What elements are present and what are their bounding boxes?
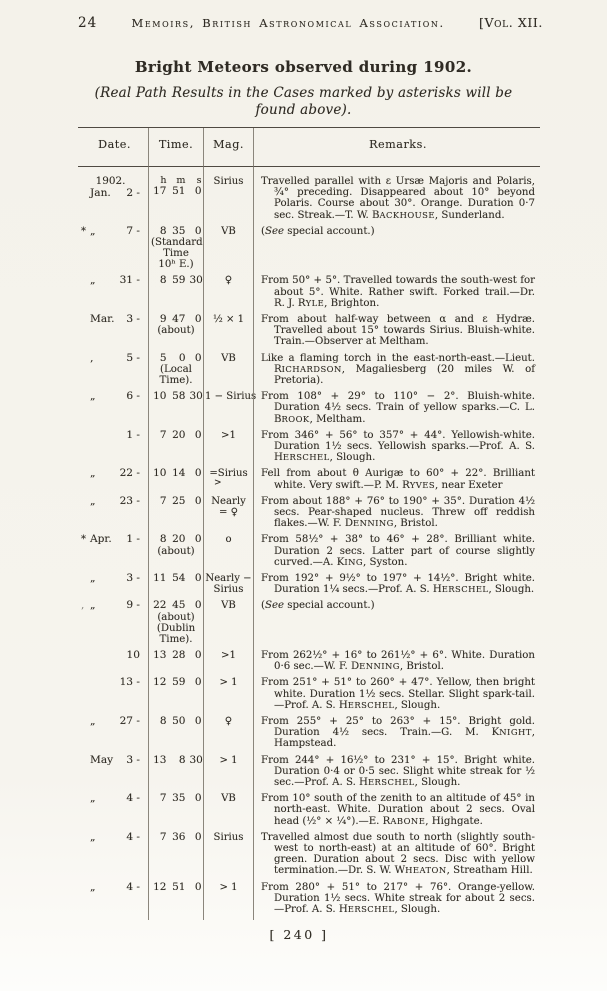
time-part: 12 [153,880,167,893]
remark-text: From 50° + 5°. Travelled towards the south-west for about 5°. White. Rather swift. Forked trail.—Dr. R. J. RYLE, Brighton. [261,275,535,309]
time-value [151,496,201,508]
mag-cell [203,314,253,353]
remarks-cell [253,832,540,882]
time-value [151,391,201,403]
date-cell [78,430,148,469]
time-note: 10ʰ E.) [158,259,194,271]
month-or-ditto: Jan. [90,186,111,199]
time-note: (about) [157,611,195,623]
remark-text: From 255° + 25° to 263° + 15°. Bright gold. Duration 4½ secs. Train.—G. M. KNIGHT, Hampstead. [261,715,535,750]
mag-cell [203,793,253,832]
asterisk-marker [81,650,90,662]
time-cell [148,391,203,430]
page-number: 24 [78,15,98,31]
date-cell [78,716,148,755]
time-value [151,275,201,287]
time-part: 28 [172,648,186,661]
mag-value: = ♀ [218,506,239,518]
date-cell [78,755,148,794]
time-value [151,716,201,728]
time-note: (about) [157,545,195,557]
asterisk-marker [81,716,90,728]
day-number: 4 - [126,830,140,843]
time-part: 10 [153,467,167,480]
mag-cell [203,882,253,921]
time-part: 8 [159,533,167,546]
time-part: 50 [172,714,186,727]
date-cell [78,275,148,314]
time-value [151,468,201,480]
date-line [81,496,148,508]
day-number: 5 - [126,351,140,364]
month-or-ditto: „ [90,274,96,287]
time-cell [148,600,203,650]
time-cell [148,677,203,716]
col-header-mag: Mag. [203,128,253,167]
mag-cell [203,275,253,314]
date-line [81,430,148,442]
col-header-time: Time. [148,128,203,167]
time-note: Time). [159,375,193,387]
time-part: 14 [172,467,186,480]
month-or-ditto [90,677,117,689]
time-cell [148,167,203,226]
time-part: 17 [153,185,167,197]
asterisk-marker: * [81,534,86,546]
running-head [78,15,543,31]
mag-cell [203,755,253,794]
time-unit: h [160,175,167,186]
date-line [81,573,148,585]
remark-text: Like a flaming torch in the east-north-east.—Lieut. RICHARDSON, Magaliesberg (20 miles W. of Pretoria). [261,352,535,386]
remarks-cell [253,755,540,794]
time-note: (Standard [151,237,203,249]
time-part: 7 [159,830,167,843]
month-or-ditto: „ [90,224,96,237]
mag-cell [203,391,257,430]
time-part: 0 [194,224,202,237]
mag-value: > 1 [219,677,238,689]
time-cell [148,496,203,535]
month-or-ditto: „ [90,792,96,805]
mag-value: VB [221,793,236,805]
time-value [151,534,201,546]
mag-value: =Sirius [209,468,248,480]
remarks-cell [253,650,540,677]
time-part: 0 [194,792,202,805]
time-part: 30 [189,390,203,403]
mag-cell [203,534,253,573]
time-note: (Dublin [156,622,196,634]
time-value [151,832,201,844]
remarks-cell [253,167,540,226]
mag-cell [203,650,253,677]
time-part: 0 [194,494,202,507]
time-cell [148,275,203,314]
time-cell [148,468,203,495]
page-title: Bright Meteors observed during 1902. [134,58,473,76]
time-part: 0 [194,533,202,546]
mag-cell [203,167,253,226]
remark-text: From 280° + 51° to 217° + 76°. Orange-yellow. Duration 1½ secs. White streak for about 2 secs.—Prof. A. S. HERSCHEL, Slough. [261,881,535,915]
time-part: 0 [194,185,202,197]
time-cell [148,314,203,353]
day-number: 3 - [126,753,140,766]
time-part: 13 [153,648,167,661]
remarks-cell [253,677,540,716]
time-value [151,882,201,894]
month-or-ditto: „ [90,390,96,403]
time-value [151,186,201,198]
year-label: 1902. [95,175,126,187]
month-or-ditto [90,650,117,662]
date-cell [78,353,148,392]
time-part: 0 [194,714,202,727]
remark-text: From about half-way between α and ε Hydræ. Travelled about 15° towards Sirius. Bluish-white. Train.—Observer at Meltham. [261,313,535,348]
remarks-cell [253,226,540,276]
time-note: (Local [160,364,192,376]
day-number: 23 - [119,494,140,507]
day-number: 10 [126,648,140,661]
date-cell [78,226,148,276]
time-part: 54 [172,571,186,584]
time-part: 35 [172,792,186,805]
mag-value: ♀ [224,275,233,287]
day-number: 2 - [126,186,140,199]
remarks-cell [253,468,540,495]
mag-cell [203,496,253,535]
time-part: 5 [159,351,167,364]
time-part: 10 [153,390,167,403]
month-or-ditto: May [90,753,114,766]
time-part: 20 [172,428,186,441]
date-cell [78,573,148,600]
time-part: 8 [159,714,167,727]
date-cell [78,468,148,495]
date-cell [78,391,148,430]
date-cell [78,882,148,921]
mag-cell [203,832,253,882]
time-part: 25 [172,494,186,507]
month-or-ditto: ‚ [90,351,94,364]
mag-value: > [214,478,222,489]
time-cell [148,573,203,600]
time-part: 0 [194,351,202,364]
month-or-ditto: Mar. [90,312,115,325]
asterisk-marker [81,188,90,200]
mag-value: Sirius [213,176,244,187]
time-part: 0 [178,351,186,364]
remark-text: (See special account.) [261,600,375,612]
time-part: 7 [159,428,167,441]
asterisk-marker [81,832,90,844]
time-part: 30 [189,753,203,766]
asterisk-marker [81,430,90,442]
remarks-cell [253,882,540,921]
time-value [151,793,201,805]
day-number: 3 - [126,571,140,584]
time-part: 0 [194,830,202,843]
meteor-table [78,127,540,920]
page-subtitle-line-1: (Real Path Results in the Cases marked by asterisks will be [94,85,513,101]
mag-cell [203,430,253,469]
remarks-cell [253,314,540,353]
time-part: 13 [153,753,167,766]
mag-value: ½ × 1 [212,313,245,325]
time-part: 0 [194,467,202,480]
remarks-cell [253,353,540,392]
month-or-ditto: „ [90,494,96,507]
date-line [81,882,148,894]
date-line [81,534,148,546]
remark-text: From 10° south of the zenith to an altitude of 45° in north-east. White. Duration about 2 secs. Oval head (½° × ¼°).—E. RABONE, Highgate. [261,793,535,827]
date-cell [78,496,148,535]
date-line [81,275,148,287]
remark-text: Travelled almost due south to north (slightly south-west to north-east) at an altitude of 60°. Bright green. Duration about 2 secs. Disc with yellow termination.—Dr. S. W. WHEATON, Streatham Hill. [261,831,535,877]
time-part: 59 [172,274,186,287]
mag-value: o [225,534,232,546]
time-note: Time [163,248,189,260]
time-part: 0 [194,648,202,661]
mag-value: >1 [221,429,236,441]
date-line [81,677,148,689]
day-number: 4 - [126,792,140,805]
time-value [151,226,201,238]
remark-text: From 192° + 9½° to 197° + 14½°. Bright white. Duration 1¼ secs.—Prof. A. S. HERSCHEL, Slough. [261,572,535,596]
date-line [81,188,148,200]
time-part: 51 [172,185,186,197]
day-number: 7 - [126,224,140,237]
remarks-cell [253,793,540,832]
remark-text: From 251° + 51° to 260° + 47°. Yellow, then bright white. Duration 1½ secs. Stellar. Slight spark-tail.—Prof. A. S. HERSCHEL, Slough. [261,677,535,711]
time-unit: m [176,175,186,186]
remark-text: From 262½° + 16° to 261½° + 6°. White. Duration 0·6 sec.—W. F. DENNING, Bristol. [261,649,535,673]
time-unit: s [196,175,202,186]
day-number: 1 - [126,428,140,441]
month-or-ditto: „ [90,880,96,893]
day-number: 9 - [126,599,140,612]
day-number: 31 - [119,274,140,287]
mag-value: > 1 [219,754,238,766]
date-line [81,650,148,662]
date-cell [78,167,148,226]
asterisk-marker [81,275,90,287]
remark-text: From 346° + 56° to 357° + 44°. Yellowish-white. Duration 1½ secs. Yellowish sparks.—Prof. A. S. HERSCHEL, Slough. [261,429,535,464]
date-cell [78,793,148,832]
time-part: 7 [159,494,167,507]
mag-value: VB [221,600,236,612]
asterisk-marker [81,677,90,689]
date-cell [78,534,148,573]
date-line [81,793,148,805]
page-subtitle-line-2: found above). [255,101,352,118]
asterisk-marker: * [81,225,86,237]
asterisk-marker [81,391,90,403]
asterisk-marker [81,755,90,767]
mag-cell [203,573,253,600]
time-cell [148,650,203,677]
mag-cell [203,600,253,650]
day-number: 13 - [119,676,140,689]
time-value [151,314,201,326]
time-note: Time). [159,633,193,645]
date-cell [78,677,148,716]
time-part: 0 [194,312,202,325]
day-number: 6 - [126,390,140,403]
remark-text: From about 188° + 76° to 190° + 35°. Duration 4½ secs. Pear-shaped nucleus. Threw off reddish flakes.—W. F. DENNING, Bristol. [261,495,535,530]
month-or-ditto: „ [90,467,96,480]
month-or-ditto: Apr. [90,533,112,546]
mag-value: VB [221,225,236,237]
col-header-date: Date. [78,128,148,167]
asterisk-marker [81,353,90,365]
date-line [81,314,148,326]
time-part: 47 [172,312,186,325]
volume-label: [Vol. XII. [479,15,543,30]
mag-cell [203,226,253,276]
date-line [81,716,148,728]
time-value [151,677,201,689]
mag-cell [203,468,253,495]
date-cell [78,650,148,677]
day-number: 1 - [126,533,140,546]
time-note: (about) [157,325,195,337]
day-number: 4 - [126,880,140,893]
month-or-ditto: „ [90,599,96,612]
remarks-cell [253,716,540,755]
remarks-cell [253,534,540,573]
day-number: 3 - [126,312,140,325]
asterisk-marker [81,314,90,326]
time-cell [148,430,203,469]
date-line [81,755,148,767]
date-cell [78,832,148,882]
mag-cell [203,353,253,392]
month-or-ditto: „ [90,714,96,727]
time-part: 8 [159,274,167,287]
time-part: 59 [172,676,186,689]
time-value [151,430,201,442]
date-cell [78,600,148,650]
mag-value: 1 − Sirius [205,391,257,403]
mag-cell [203,716,253,755]
time-part: 58 [172,390,186,403]
time-value [151,755,201,767]
mag-value: >1 [221,649,236,661]
time-part: 0 [194,599,202,612]
mag-cell [203,677,253,716]
remark-text: From 108° + 29° to 110° − 2°. Bluish-white. Duration 4½ secs. Train of yellow sparks.—C. L. BROOK, Meltham. [261,391,535,425]
time-cell [148,832,203,882]
time-value [151,353,201,365]
time-part: 22 [153,599,167,612]
time-part: 0 [194,428,202,441]
mag-value: Nearly − [205,572,252,584]
month-or-ditto [90,430,117,442]
remark-text: From 58½° + 38° to 46° + 28°. Brilliant white. Duration 2 secs. Latter part of course slightly curved.—A. KING, Syston. [261,534,535,568]
mag-value: > 1 [219,881,238,893]
col-header-remarks: Remarks. [253,128,540,167]
month-or-ditto: „ [90,571,96,584]
remarks-cell [253,391,540,430]
mag-value: VB [221,352,236,364]
asterisk-marker [81,573,90,585]
time-value [151,573,201,585]
day-number: 22 - [119,467,140,480]
time-part: 36 [172,830,186,843]
date-line [81,226,148,238]
date-line [81,391,148,403]
time-part: 8 [159,224,167,237]
time-part: 0 [194,676,202,689]
time-value [151,600,201,612]
mag-value: Nearly [211,495,246,507]
page-footer-number: [ 240 ] [269,927,329,943]
remarks-cell [253,573,540,600]
time-cell [148,716,203,755]
asterisk-marker [81,882,90,894]
time-cell [148,793,203,832]
time-part: 30 [189,274,203,287]
remarks-cell [253,275,540,314]
time-value [151,650,201,662]
date-line [81,832,148,844]
date-line [81,353,148,365]
remark-text: (See special account.) [261,225,375,237]
remark-text: Fell from about θ Aurigæ to 60° + 22°. Brilliant white. Very swift.—P. M. RYVES, near Exeter [261,468,535,491]
date-cell [78,314,148,353]
page-subtitle [40,85,567,118]
time-part: 9 [159,312,167,325]
asterisk-marker [81,793,90,805]
remarks-cell [253,600,540,650]
time-part: 35 [172,224,186,237]
time-cell [148,534,203,573]
asterisk-marker: ‚ [81,600,85,612]
running-title: Memoirs, British Astronomical Association. [131,16,445,30]
time-part: 12 [153,676,167,689]
remark-text: Travelled parallel with ε Ursæ Majoris and Polaris, ¾° preceding. Disappeared about 10° beyond Polaris. Course about 30°. Orange. Duration 0·7 sec. Streak.—T. W. BACKHOUSE, Sunderland. [261,176,535,221]
time-part: 7 [159,792,167,805]
time-part: 0 [194,571,202,584]
remarks-cell [253,496,540,535]
time-cell [148,353,203,392]
time-part: 51 [172,880,186,893]
month-or-ditto: „ [90,830,96,843]
time-part: 0 [194,880,202,893]
time-part: 11 [153,571,167,584]
time-cell [148,882,203,921]
day-number: 27 - [119,714,140,727]
mag-value: Sirius [213,583,244,595]
time-part: 45 [172,599,186,612]
remark-text: From 244° + 16½° to 231° + 15°. Bright white. Duration 0·4 or 0·5 sec. Slight white streak for ½ sec.—Prof. A. S. HERSCHEL, Slough. [261,754,535,788]
time-cell [148,226,203,276]
asterisk-marker [81,468,90,480]
time-part: 20 [172,533,186,546]
date-line [81,468,148,480]
time-cell [148,755,203,794]
date-line [81,600,148,612]
mag-value: Sirius [213,831,244,843]
mag-value: ♀ [224,715,233,727]
time-part: 8 [178,753,186,766]
remarks-cell [253,430,540,469]
asterisk-marker [81,496,90,508]
